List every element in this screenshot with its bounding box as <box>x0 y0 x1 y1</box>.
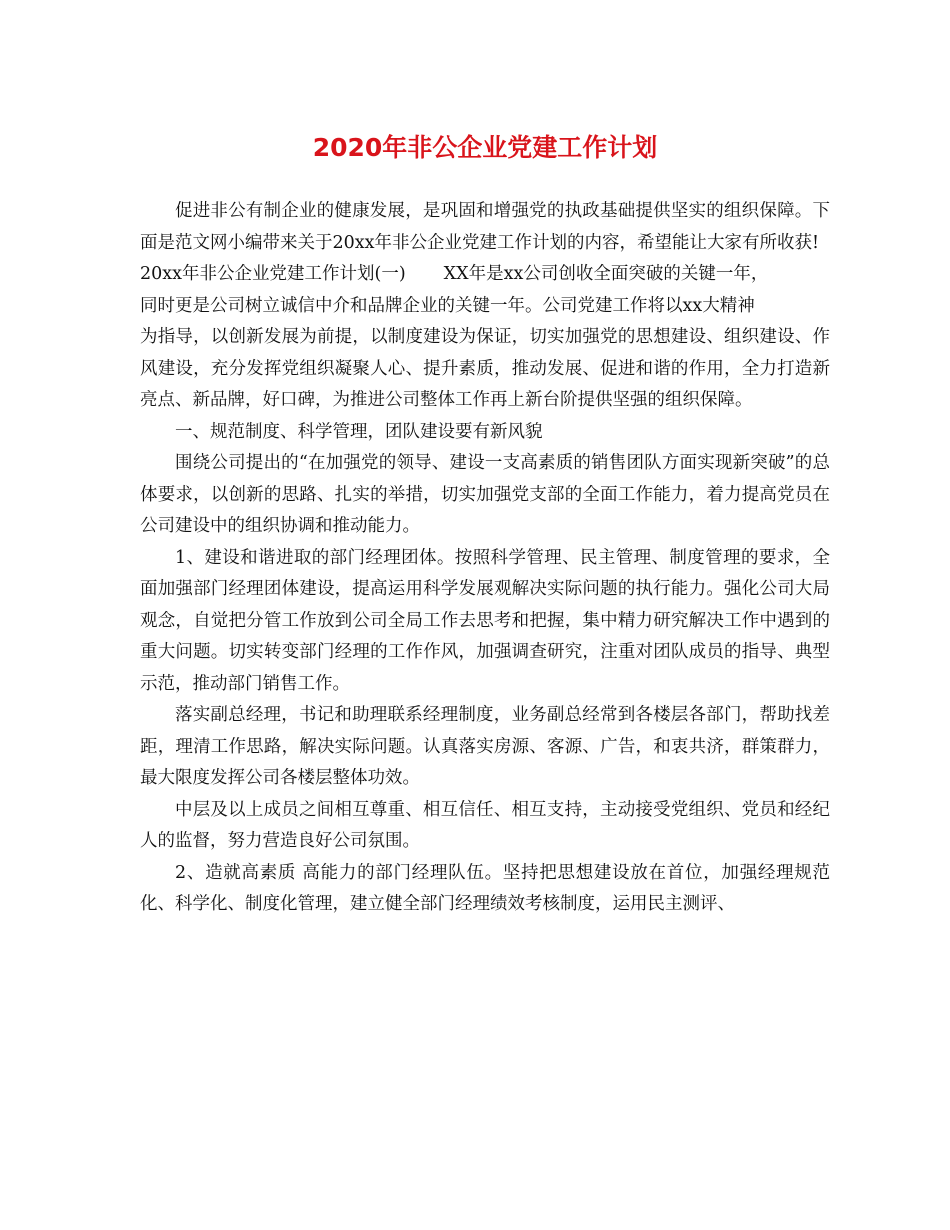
deputy-system-paragraph: 落实副总经理，书记和助理联系经理制度，业务副总经常到各楼层各部门，帮助找差距，理清工作思路，解决实际问题。认真落实房源、客源、广告，和衷共济，群策群力，最大限度发挥公司各楼层整体功效。 <box>140 705 830 788</box>
section-1-paragraph: 围绕公司提出的“在加强党的领导、建设一支高素质的销售团队方面实现新突破”的总体要求，以创新的思路、扎实的举措，切实加强党支部的全面工作能力，着力提高党员在公司建设中的组织协调和推动能力。 <box>140 453 830 536</box>
intro-paragraph: 促进非公有制企业的健康发展，是巩固和增强党的执政基础提供坚实的组织保障。下面是范文网小编带来关于20xx年非公企业党建工作计划的内容，希望能让大家有所收获! <box>140 201 830 253</box>
plan-heading: 20xx年非公企业党建工作计划(一) <box>140 264 406 284</box>
item-2-paragraph: 2、造就高素质 高能力的部门经理队伍。坚持把思想建设放在首位，加强经理规范化、科学化、制度化管理，建立健全部门经理绩效考核制度，运用民主测评、 <box>140 862 830 914</box>
item-1-paragraph: 1、建设和谐进取的部门经理团体。按照科学管理、民主管理、制度管理的要求，全面加强部门经理团体建设，提高运用科学发展观解决实际问题的执行能力。强化公司大局观念，自觉把分管工作放到公司全局工作去思考和把握，集中精力研究解决工作中遇到的重大问题。切实转变部门经理的工作作风，加强调查研究，注重对团队成员的指导、典型示范，推动部门销售工作。 <box>140 547 830 694</box>
plan-continuation-paragraph: 为指导，以创新发展为前提，以制度建设为保证，切实加强党的思想建设、组织建设、作风建设，充分发挥党组织凝聚人心、提升素质，推动发展、促进和谐的作用，全力打造新亮点、新品牌，好口碑，为推进公司整体工作再上新台阶提供坚强的组织保障。 <box>140 327 830 410</box>
document-title: 2020年非公企业党建工作计划 <box>312 133 658 162</box>
plan-heading-line <box>140 259 830 291</box>
document-body <box>140 196 830 921</box>
section-heading-1: 一、规范制度、科学管理，团队建设要有新风貌 <box>175 421 543 442</box>
plan-line-2: 同时更是公司树立诚信中介和品牌企业的关键一年。公司党建工作将以xx大精神 <box>140 295 755 316</box>
plan-heading-tail: XX年是xx公司创收全面突破的关键一年， <box>443 264 769 284</box>
mutual-respect-paragraph: 中层及以上成员之间相互尊重、相互信任、相互支持，主动接受党组织、党员和经纪人的监督，努力营造良好公司氛围。 <box>140 799 830 851</box>
